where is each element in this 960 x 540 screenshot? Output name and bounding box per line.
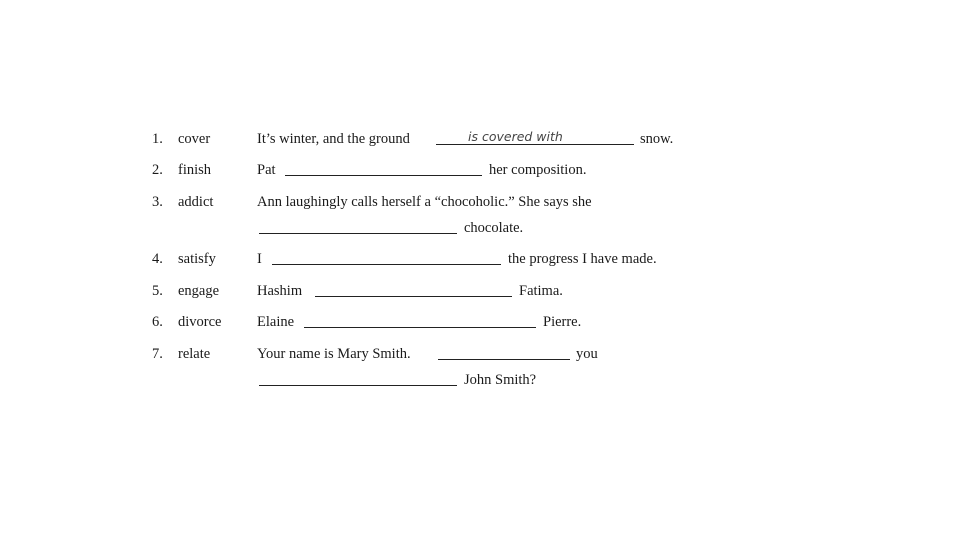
answer-blank[interactable]	[315, 296, 512, 297]
item-number: 4.	[152, 251, 163, 267]
item-verb: addict	[178, 194, 214, 210]
item-number: 6.	[152, 314, 163, 330]
item-number: 1.	[152, 131, 163, 147]
exercise-item-2	[0, 159, 960, 181]
sentence-middle: you	[576, 346, 598, 362]
sentence-start: It’s winter, and the ground	[257, 131, 410, 147]
handwritten-answer: is covered with	[468, 129, 563, 144]
answer-blank[interactable]	[438, 359, 570, 360]
sentence-start: Ann laughingly calls herself a “chocoholic.” She says she	[257, 194, 592, 210]
item-number: 7.	[152, 346, 163, 362]
answer-blank[interactable]	[304, 327, 536, 328]
item-number: 3.	[152, 194, 163, 210]
item-verb: satisfy	[178, 251, 216, 267]
sentence-end: Fatima.	[519, 283, 563, 299]
sentence-end: snow.	[640, 131, 674, 147]
sentence-end: the progress I have made.	[508, 251, 657, 267]
sentence-end: chocolate.	[464, 220, 524, 236]
sentence-end: John Smith?	[464, 372, 537, 388]
sentence-end: her composition.	[489, 162, 587, 178]
answer-blank[interactable]	[259, 385, 457, 386]
item-verb: finish	[178, 162, 212, 178]
item-verb: relate	[178, 346, 211, 362]
sentence-start: I	[257, 251, 262, 267]
answer-blank[interactable]	[272, 264, 501, 265]
exercise-item-3-continued	[0, 217, 960, 239]
exercise-item-7	[0, 343, 960, 365]
item-number: 5.	[152, 283, 163, 299]
exercise-item-7-continued	[0, 369, 960, 391]
sentence-start: Your name is Mary Smith.	[257, 346, 411, 362]
item-verb: divorce	[178, 314, 222, 330]
item-verb: engage	[178, 283, 220, 299]
exercise-item-3	[0, 191, 960, 213]
exercise-item-6	[0, 311, 960, 333]
answer-blank[interactable]	[259, 233, 457, 234]
sentence-start: Pat	[257, 162, 276, 178]
exercise-item-1	[0, 128, 960, 150]
answer-blank[interactable]	[285, 175, 482, 176]
sentence-end: Pierre.	[543, 314, 582, 330]
exercise-item-4	[0, 248, 960, 270]
item-verb: cover	[178, 131, 211, 147]
sentence-start: Hashim	[257, 283, 303, 299]
item-number: 2.	[152, 162, 163, 178]
exercise-item-5	[0, 280, 960, 302]
sentence-start: Elaine	[257, 314, 295, 330]
